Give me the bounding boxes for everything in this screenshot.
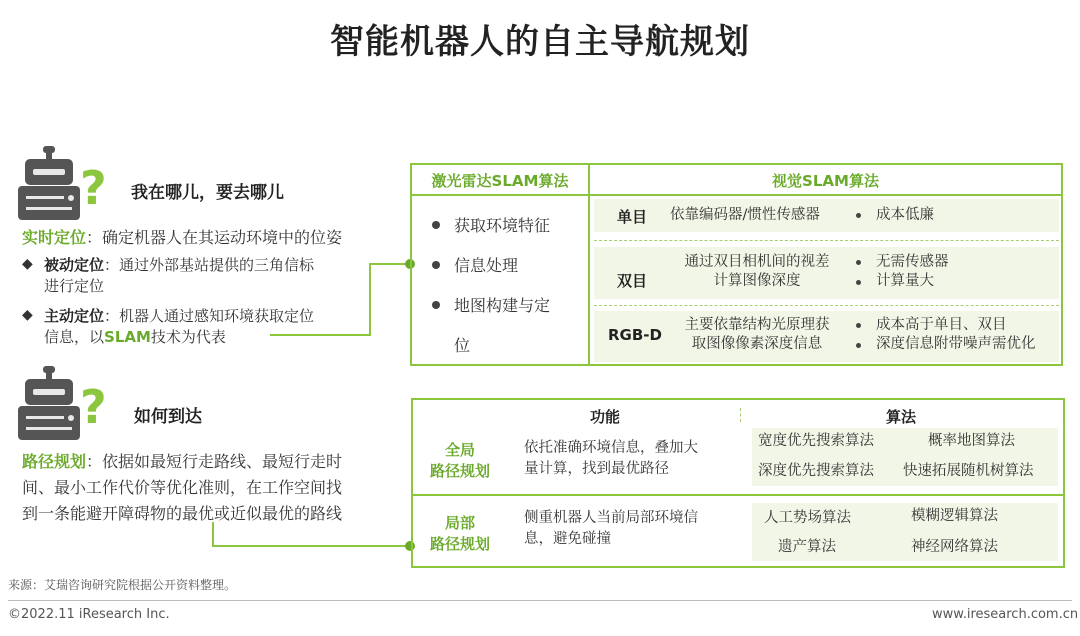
slam-head-divider [410,194,1063,196]
question-mark-icon: ? [80,161,107,215]
local-func: 侧重机器人当前局部环境信 息，避免碰撞 [524,510,698,547]
local-name: 局部 路径规划 [429,514,490,553]
question-where: 我在哪儿，要去哪儿 [131,183,284,203]
visual-desc-mono: 依靠编码器/惯性传感器 [670,207,820,223]
alg-item: 深度优先搜索算法 [758,463,874,479]
bullet-icon [856,343,861,348]
diamond-icon: ◆ [22,256,33,272]
visual-desc-stereo: 通过双目相机间的视差 计算图像深度 [684,254,830,289]
path-line2: 间、最小工作代价等优化准则，在工作空间找 [22,478,343,497]
alg-item: 神经网络算法 [911,539,998,555]
question-mark-icon: ? [80,380,107,434]
path-planning-label: 路径规划 [22,452,87,471]
bullet-icon [432,221,440,229]
connector-2 [205,520,425,556]
path-planning-desc [22,449,342,527]
alg-item: 遗产算法 [778,539,836,555]
realtime-label: 实时定位 [22,228,87,247]
laser-slam-head: 激光雷达SLAM算法 [431,172,569,190]
row-divider [594,240,1059,241]
source-note: 来源：艾瑞咨询研究院根据公开资料整理。 [8,578,237,592]
passive-line2: 进行定位 [44,277,105,295]
active-label: 主动定位 [44,307,105,325]
bullet-icon [856,213,861,218]
active-line2-post: 技术为代表 [150,328,226,346]
alg-item: 人工势场算法 [764,510,851,526]
visual-name-rgbd: RGB-D [608,326,662,344]
alg-item: 宽度优先搜索算法 [758,433,874,449]
col-algorithm: 算法 [886,408,917,426]
visual-slam-head: 视觉SLAM算法 [772,172,879,190]
passive-line1: ：通过外部基站提供的三角信标 [104,256,315,274]
realtime-positioning [22,227,342,248]
connector-1 [260,255,420,345]
passive-label: 被动定位 [44,256,105,274]
visual-row-mono [594,199,1059,232]
diamond-icon: ◆ [22,307,33,323]
realtime-desc: ：确定机器人在其运动环境中的位姿 [86,228,343,247]
visual-name-mono: 单目 [616,208,647,226]
bullet-icon [856,260,861,265]
alg-item: 概率地图算法 [928,433,1015,449]
row-divider [594,305,1059,306]
path-line1: ：依据如最短行走路线、最短行走时 [86,452,343,471]
website-link[interactable]: www.iresearch.com.cn [932,607,1079,622]
robot-icon [16,146,82,216]
copyright: ©2022.11 iResearch Inc. [8,607,170,622]
bullet-icon [432,261,440,269]
col-divider [740,408,741,422]
footer-divider [8,600,1072,601]
laser-item: 信息处理 [432,246,550,286]
laser-item: 获取环境特征 [432,206,550,246]
bullet-icon [432,301,440,309]
laser-list [432,206,550,366]
visual-note-mono: 成本低廉 [876,207,934,223]
alg-item: 模糊逻辑算法 [911,508,998,524]
visual-desc-rgbd: 主要依靠结构光原理获 取图像像素深度信息 [684,317,830,352]
page-title: 智能机器人的自主导航规划 [330,22,750,62]
question-how: 如何到达 [134,407,202,427]
robot-icon [16,366,82,436]
bullet-icon [856,323,861,328]
col-function: 功能 [590,408,621,426]
visual-name-stereo: 双目 [616,272,647,290]
alg-item: 快速拓展随机树算法 [903,463,1034,479]
visual-notes-stereo: 无需传感器 计算量大 [876,254,949,289]
path-line3: 到一条能避开障碍物的最优或近似最优的路线 [22,504,343,523]
laser-item-cont: 位 [454,336,471,355]
active-line2-pre: 信息，以 [44,328,105,346]
global-name: 全局 路径规划 [429,441,490,480]
active-slam: SLAM [104,328,151,346]
laser-item: 地图构建与定 [432,286,550,326]
bullet-icon [856,280,861,285]
visual-notes-rgbd: 成本高于单目、双目 深度信息附带噪声需优化 [876,317,1036,352]
active-line1: ：机器人通过感知环境获取定位 [104,307,315,325]
global-func: 依托准确环境信息，叠加大 量计算，找到最优路径 [524,440,698,477]
planning-row-divider [411,494,1065,496]
